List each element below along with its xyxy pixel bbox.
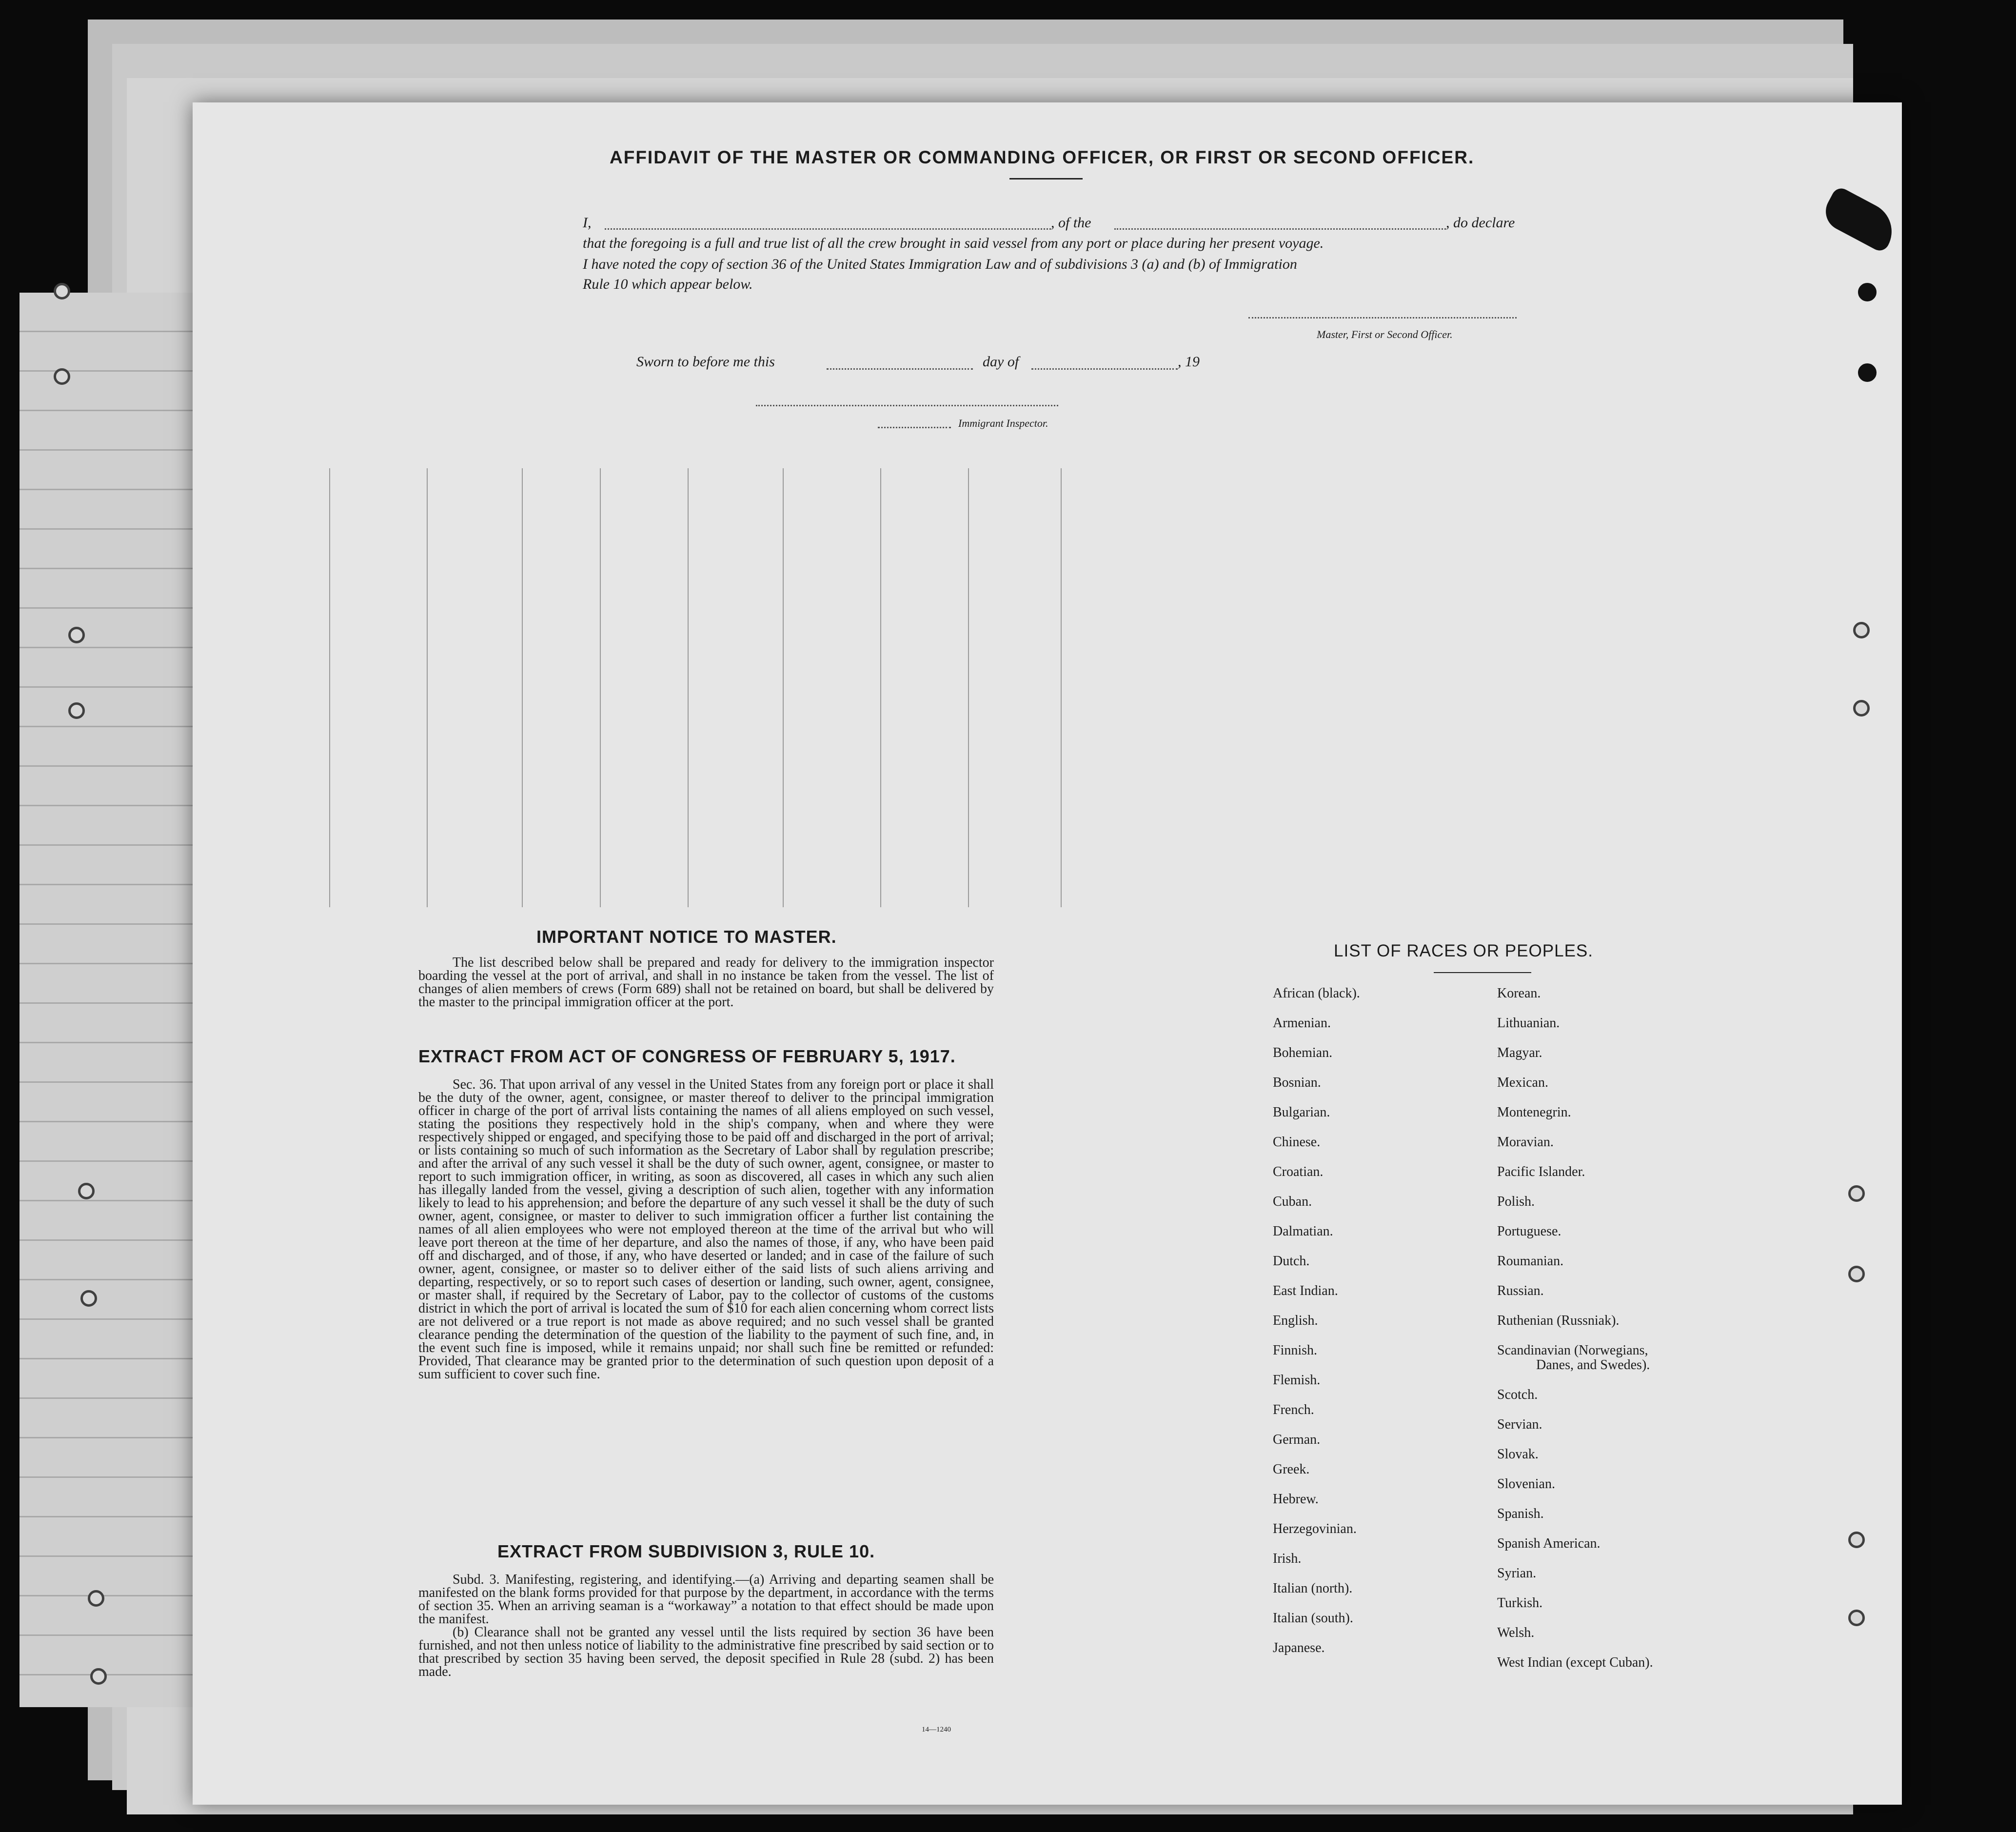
title-underline <box>1009 178 1083 179</box>
sworn-day-field[interactable] <box>827 368 973 370</box>
race-item: Flemish. <box>1273 1373 1321 1388</box>
race-item: Montenegrin. <box>1497 1105 1571 1120</box>
rule-paragraph-b: (b) Clearance shall not be granted any vessel until the lists required by section 36 have been furnished, and not then unless notice of liability to the administrative fine prescribed by said section or to that prescribed by section 35 having been served, the deposit specified in Rule 28 (subd. 2) has been made. <box>418 1625 994 1679</box>
race-item: Servian. <box>1497 1417 1542 1432</box>
column-rule <box>1061 468 1062 907</box>
binder-hole <box>1848 1532 1865 1548</box>
affidavit-of-the: , of the <box>1051 215 1091 231</box>
column-rule <box>968 468 969 907</box>
inspector-label: Immigrant Inspector. <box>958 417 1048 429</box>
rule-heading: EXTRACT FROM SUBDIVISION 3, RULE 10. <box>497 1541 875 1561</box>
race-item: Slovak. <box>1497 1447 1539 1462</box>
race-item: Irish. <box>1273 1551 1302 1566</box>
sworn-day-of: day of <box>983 354 1019 370</box>
binder-hole <box>1858 283 1877 301</box>
race-item: Welsh. <box>1497 1625 1535 1640</box>
race-item: Russian. <box>1497 1283 1544 1298</box>
column-rule <box>427 468 428 907</box>
rule-text <box>418 1573 994 1678</box>
binder-hole <box>88 1590 104 1607</box>
column-rule <box>329 468 330 907</box>
race-item: Bosnian. <box>1273 1075 1321 1090</box>
race-item: Dalmatian. <box>1273 1224 1333 1239</box>
vessel-field[interactable] <box>1114 228 1446 230</box>
race-item: Polish. <box>1497 1194 1535 1209</box>
race-item: French. <box>1273 1402 1314 1417</box>
race-item: African (black). <box>1273 986 1360 1001</box>
affidavit-title: AFFIDAVIT OF THE MASTER OR COMMANDING OFFICER, OR FIRST OR SECOND OFFICER. <box>610 147 1475 167</box>
notice-heading: IMPORTANT NOTICE TO MASTER. <box>536 927 837 947</box>
affidavit-declare: , do declare <box>1446 215 1515 231</box>
race-item: Scandinavian (Norwegians, <box>1497 1343 1648 1358</box>
signature-label: Master, First or Second Officer. <box>1317 328 1453 340</box>
race-item: Cuban. <box>1273 1194 1312 1209</box>
race-item: Spanish American. <box>1497 1536 1601 1551</box>
race-item: Turkish. <box>1497 1595 1543 1611</box>
inspector-field[interactable] <box>756 405 1058 406</box>
race-item: West Indian (except Cuban). <box>1497 1655 1653 1670</box>
race-item: Mexican. <box>1497 1075 1548 1090</box>
race-item: Bulgarian. <box>1273 1105 1330 1120</box>
binder-hole <box>68 702 85 719</box>
race-item: Korean. <box>1497 986 1541 1001</box>
race-item: Scotch. <box>1497 1387 1538 1402</box>
race-item: Roumanian. <box>1497 1254 1564 1269</box>
race-item: Greek. <box>1273 1462 1310 1477</box>
act-paragraph: Sec. 36. That upon arrival of any vessel in the United States from any foreign port or place it shall be the duty of the owner, agent, consignee, or master thereof to deliver to the principal immigration officer in charge of the port of arrival lists containing the names of all aliens employed on such vessel, stating the positions they respectively hold in the ship's company, when and where they were respectively shipped or engaged, and specifying those to be paid off and discharged in the port of arrival; or lists containing so much of such information as the Secretary of Labor shall by regulation prescribe; and after the arrival of any such vessel it shall be the duty of such owner, agent, consignee, or master to report to such immigration officer, in writing, as soon as discovered, all cases in which any such alien has illegally landed from the vessel, giving a description of such alien, together with any information likely to lead to his apprehension; and before the departure of any such vessel it shall be the duty of such owner, agent, consignee, or master to deliver to such immigration officer a further list containing the names of all alien employees who were not employed thereon at the time of the arrival but who will leave port thereon at the time of her departure, and also the names of those, if any, who have been paid off and discharged, and of those, if any, who have deserted or landed; and in case of the failure of such owner, agent, consignee, or master so to deliver either of the said lists of such aliens arriving and departing, respectively, or so to report such cases of desertion or landing, such owner, agent, consignee, or master shall, if required by the Secretary of Labor, pay to the collector of customs of the customs district in which the port of arrival is located the sum of $10 for each alien concerning whom correct lists are not delivered or a true report is not made as above required; and no such vessel shall be granted clearance pending the determination of the question of the liability to the payment of such fine, and, in the event such fine is imposed, while it remains unpaid; nor shall such fine be remitted or refunded: Provided, That clearance may be granted prior to the determination of such question upon deposit of a sum sufficient to cover such fine. <box>418 1077 994 1382</box>
race-item: Lithuanian. <box>1497 1016 1560 1031</box>
binder-hole <box>78 1183 95 1199</box>
race-item: English. <box>1273 1313 1318 1328</box>
binder-hole <box>54 283 70 299</box>
column-rule <box>688 468 689 907</box>
column-rule <box>600 468 601 907</box>
races-heading: LIST OF RACES OR PEOPLES. <box>1334 941 1594 960</box>
race-item: Chinese. <box>1273 1135 1321 1150</box>
race-item: Japanese. <box>1273 1640 1325 1655</box>
race-item: Slovenian. <box>1497 1476 1555 1492</box>
affidavit-i: I, <box>583 215 592 231</box>
manifest-page <box>193 102 1902 1805</box>
race-item: East Indian. <box>1273 1283 1338 1298</box>
rule-paragraph-a: Subd. 3. Manifesting, registering, and identifying.—(a) Arriving and departing seamen shall be manifested on the blank forms provided for that purpose by the department, in accordance with the terms of section 35. When an arriving seaman is a “workaway” a notation to that effect should be made upon the manifest. <box>418 1572 994 1627</box>
binder-hole <box>68 627 85 643</box>
race-item: Syrian. <box>1497 1566 1537 1581</box>
name-field[interactable] <box>605 228 1051 230</box>
sworn-prefix: Sworn to before me this <box>636 354 775 370</box>
race-item: Ruthenian (Russniak). <box>1497 1313 1620 1328</box>
race-item: Danes, and Swedes). <box>1536 1357 1650 1373</box>
binder-hole <box>54 368 70 385</box>
race-item: German. <box>1273 1432 1321 1447</box>
binder-hole <box>1853 622 1870 638</box>
column-rule <box>880 468 881 907</box>
binder-hole <box>1848 1266 1865 1282</box>
sworn-month-field[interactable] <box>1031 368 1178 370</box>
race-item: Dutch. <box>1273 1254 1310 1269</box>
affidavit-line4: Rule 10 which appear below. <box>583 276 753 292</box>
races-underline <box>1434 972 1531 973</box>
notice-text <box>418 956 994 1009</box>
binder-hole <box>90 1668 107 1685</box>
affidavit-line3: I have noted the copy of section 36 of the United States Immigration Law and of subdivisions 3 (a) and (b) of Immigration <box>583 256 1297 272</box>
race-item: Portuguese. <box>1497 1224 1561 1239</box>
binder-hole <box>1853 700 1870 717</box>
column-rule <box>783 468 784 907</box>
race-item: Moravian. <box>1497 1135 1554 1150</box>
race-item: Hebrew. <box>1273 1492 1319 1507</box>
race-item: Croatian. <box>1273 1164 1324 1179</box>
inspector-field-short <box>878 427 951 428</box>
race-item: Magyar. <box>1497 1045 1542 1060</box>
act-heading: EXTRACT FROM ACT OF CONGRESS OF FEBRUARY 5, 1917. <box>418 1046 956 1066</box>
race-item: Italian (south). <box>1273 1611 1353 1626</box>
binder-hole <box>80 1290 97 1307</box>
act-text <box>418 1078 994 1381</box>
notice-paragraph: The list described below shall be prepared and ready for delivery to the immigration inspector boarding the vessel at the port of arrival, and shall in no instance be taken from the vessel. The list of changes of alien members of crews (Form 689) shall not be retained on board, but shall be delivered by the master to the principal immigration officer at the port. <box>418 955 994 1010</box>
race-item: Italian (north). <box>1273 1581 1353 1596</box>
binder-hole <box>1858 363 1877 382</box>
race-item: Herzegovinian. <box>1273 1521 1357 1536</box>
race-item: Bohemian. <box>1273 1045 1333 1060</box>
race-item: Finnish. <box>1273 1343 1318 1358</box>
sworn-year: , 19 <box>1178 354 1200 370</box>
affidavit-line2: that the foregoing is a full and true list of all the crew brought in said vessel from any port or place during her present voyage. <box>583 235 1324 251</box>
race-item: Spanish. <box>1497 1506 1544 1521</box>
race-item: Armenian. <box>1273 1016 1331 1031</box>
column-rule <box>522 468 523 907</box>
ruled-ledger-edge <box>20 293 215 1707</box>
signature-field[interactable] <box>1248 317 1517 319</box>
form-number: 14—1240 <box>922 1726 951 1733</box>
binder-hole <box>1848 1610 1865 1626</box>
race-item: Pacific Islander. <box>1497 1164 1585 1179</box>
binder-hole <box>1848 1185 1865 1202</box>
